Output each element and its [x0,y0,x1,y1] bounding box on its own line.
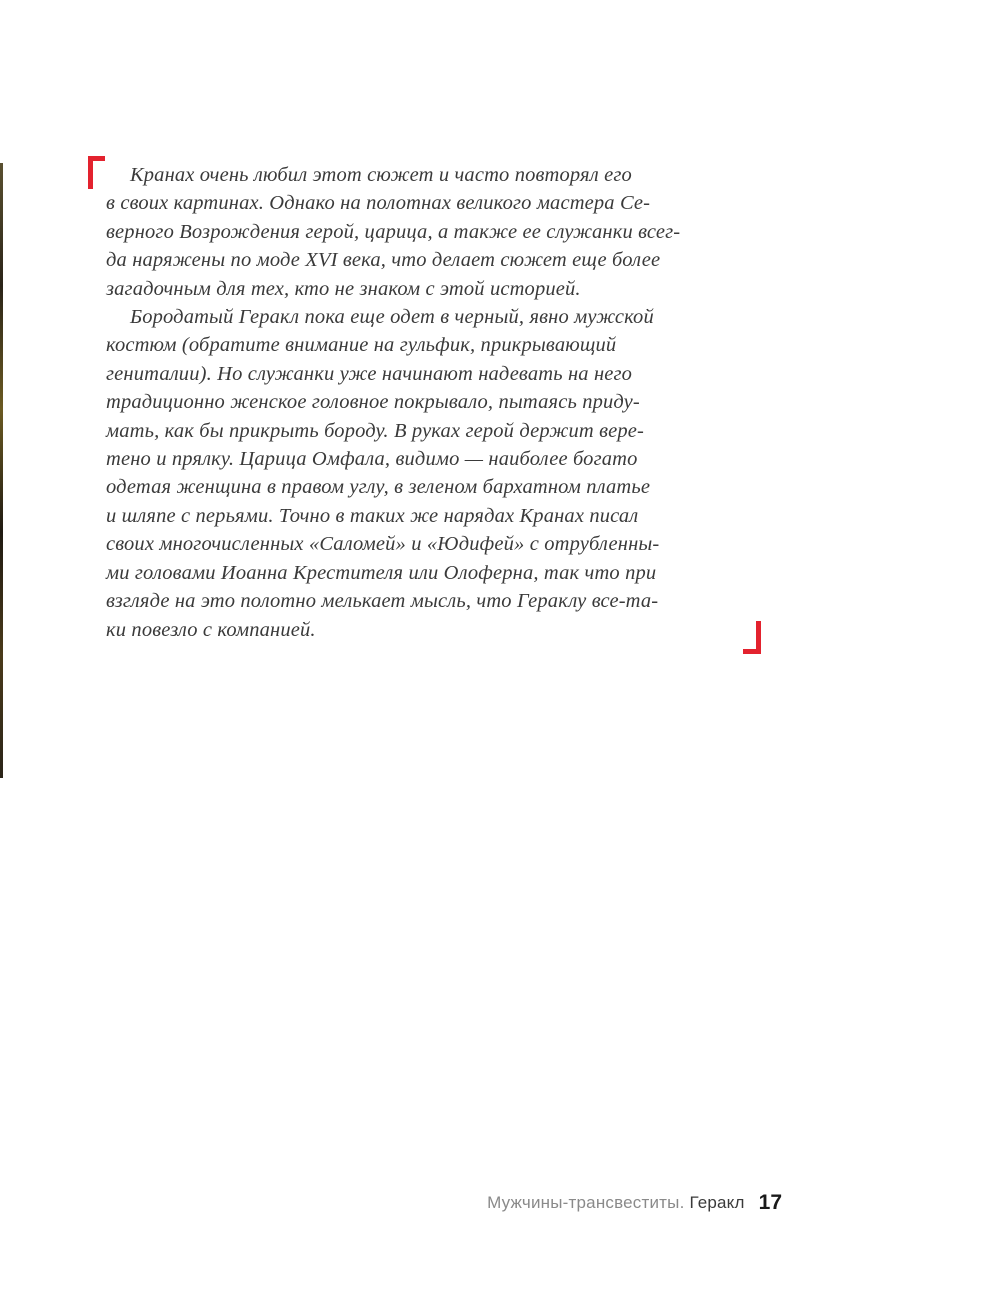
page-footer [487,1188,782,1218]
quote-line: в своих картинах. Однако на полотнах великого мастера Се- [106,192,651,215]
quote-line: гениталии). Но служанки уже начинают надевать на него [106,362,633,385]
quote-line: своих многочисленных «Саломей» и «Юдифей» с отрубленны- [106,533,660,556]
quote-line: традиционно женское головное покрывало, пытаясь приду- [106,391,640,414]
quote-close-bracket [743,621,761,654]
quote-line: Кранах очень любил этот сюжет и часто повторял его [130,164,632,186]
quote-line: ки повезло с компанией. [106,618,316,641]
running-title-section: Мужчины-трансвеститы. [487,1193,685,1212]
quote-line: костюм (обратите внимание на гульфик, прикрывающий [106,334,617,357]
quote-line: одетая женщина в правом углу, в зеленом бархатном платье [106,476,651,499]
running-title-chapter: Геракл [689,1193,745,1212]
quote-line: верного Возрождения герой, царица, а также ее служанки всег- [106,220,681,243]
quote-line: взгляде на это полотно мелькает мысль, что Гераклу все-та- [106,590,659,613]
quote-line: тено и прялку. Царица Омфала, видимо — наиболее богато [106,448,638,471]
running-title [487,1193,745,1213]
quote-open-bracket [88,156,105,189]
page-number: 17 [758,1191,782,1214]
quote-line: да наряжены по моде XVI века, что делает сюжет еще более [106,249,661,272]
quote-line: загадочным для тех, кто не знаком с этой историей. [106,277,581,300]
adjacent-page-image-edge [0,163,3,778]
quote-line: ми головами Иоанна Крестителя или Олоферна, так что при [106,561,657,584]
quote-line: Бородатый Геракл пока еще одет в черный, явно мужской [130,306,654,329]
quote-line: и шляпе с перьями. Точно в таких же нарядах Кранах писал [106,504,639,527]
quote-line: мать, как бы прикрыть бороду. В руках герой держит вере- [106,419,645,442]
quote-text-block [106,161,766,644]
